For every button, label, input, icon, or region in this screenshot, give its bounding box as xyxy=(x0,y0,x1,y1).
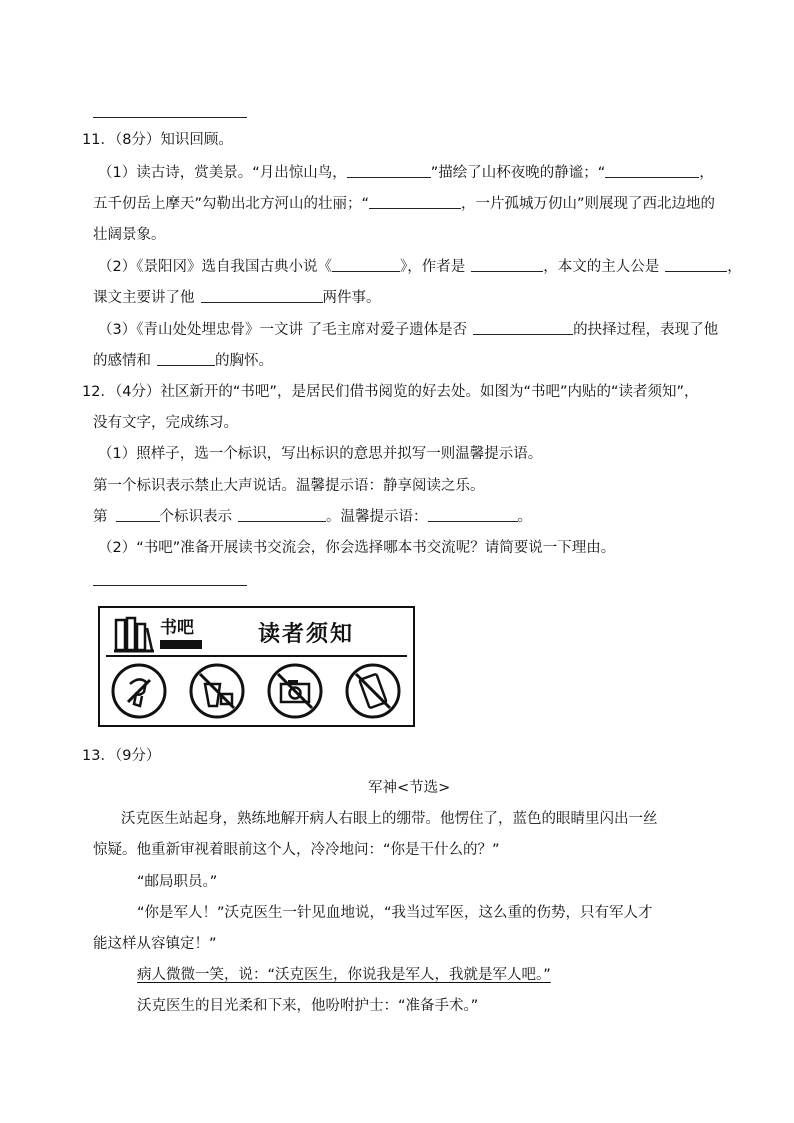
blank-field[interactable] xyxy=(347,163,431,178)
q13-para4-underlined: 病人微微一笑，说：“沃克医生，你说我是军人，我就是军人吧。” xyxy=(137,967,551,983)
q11-part1-line2: 五千仞岳上摩天”勾勒出北方河山的壮丽；“ ，一片孤城万仞山”则展现了西北边地的 xyxy=(93,196,716,212)
label-bar xyxy=(160,640,202,649)
q13-para5: 沃克医生的目光柔和下来，他吩咐护士：“准备手术。” xyxy=(137,998,479,1014)
q13-para2: “邮局职员。” xyxy=(137,874,218,890)
no-food-drink-icon xyxy=(188,662,246,720)
answer-line-q12 xyxy=(93,585,247,586)
q11-header: 11．（8分）知识回顾。 xyxy=(82,132,233,148)
q13-para1-line2: 惊疑。他重新审视着眼前这个人，冷冷地问：“你是干什么的？” xyxy=(93,842,500,858)
q12-fill-line: 第 个标识表示 。温馨提示语： 。 xyxy=(93,509,532,525)
blank-field[interactable] xyxy=(116,507,160,522)
blank-field[interactable] xyxy=(369,194,461,209)
no-phone-icon xyxy=(344,662,402,720)
no-shouting-icon xyxy=(110,662,168,720)
q11-part3-line2: 的感情和 的胸怀。 xyxy=(93,353,273,369)
reader-notice-board xyxy=(98,606,415,727)
blank-field[interactable] xyxy=(201,288,323,303)
blank-field[interactable] xyxy=(471,257,543,272)
q13-para1-line1: 沃克医生站起身，熟练地解开病人右眼上的绷带。他愣住了，蓝色的眼睛里闪出一丝 xyxy=(121,811,658,827)
blank-field[interactable] xyxy=(665,257,727,272)
q13-para3-line2: 能这样从容镇定！” xyxy=(93,936,217,952)
books-icon xyxy=(112,614,156,654)
q13-header: 13．（9分） xyxy=(82,748,161,764)
blank-field[interactable] xyxy=(157,351,215,366)
q11-part1-line3: 壮阔景象。 xyxy=(93,227,166,243)
no-camera-icon xyxy=(266,662,324,720)
q11-part3-line1: （3）《青山处处埋忠骨》一文讲 了毛主席对爱子遗体是否 的抉择过程，表现了他 xyxy=(98,322,719,338)
book-bar-label: 书吧 xyxy=(160,618,194,638)
blank-field[interactable] xyxy=(238,507,326,522)
q13-para3-line1: “你是军人！”沃克医生一针见血地说，“我当过军医，这么重的伤势，只有军人才 xyxy=(137,905,653,921)
q12-header-line2: 没有文字，完成练习。 xyxy=(93,415,238,431)
q11-part1-line1: （1）读古诗，赏美景。“月出惊山鸟， ”描绘了山杯夜晚的静谧；“ ， xyxy=(98,165,714,181)
q12-header-line1: 12．（4分）社区新开的“书吧”，是居民们借书阅览的好去处。如图为“书吧”内贴的“读者须知”， xyxy=(82,384,699,400)
q11-part2-line1: （2）《景阳冈》选自我国古典小说《 》，作者是 ，本文的主人公是 ， xyxy=(98,259,742,275)
notice-title: 读者须知 xyxy=(258,621,355,647)
q12-part2: （2）“书吧”准备开展读书交流会，你会选择哪本书交流呢？请简要说一下理由。 xyxy=(98,540,616,556)
divider xyxy=(106,655,407,657)
q12-example: 第一个标识表示禁止大声说话。温馨提示语：静享阅读之乐。 xyxy=(93,478,485,494)
answer-line-top xyxy=(93,117,247,118)
blank-field[interactable] xyxy=(473,320,573,335)
q11-part2-line2: 课文主要讲了他 两件事。 xyxy=(93,290,381,306)
q13-passage-title: 军神<节选> xyxy=(368,780,451,796)
blank-field[interactable] xyxy=(605,163,699,178)
blank-field[interactable] xyxy=(428,507,518,522)
q12-part1: （1）照样子，选一个标识，写出标识的意思并拟写一则温馨提示语。 xyxy=(98,446,543,462)
blank-field[interactable] xyxy=(332,257,400,272)
